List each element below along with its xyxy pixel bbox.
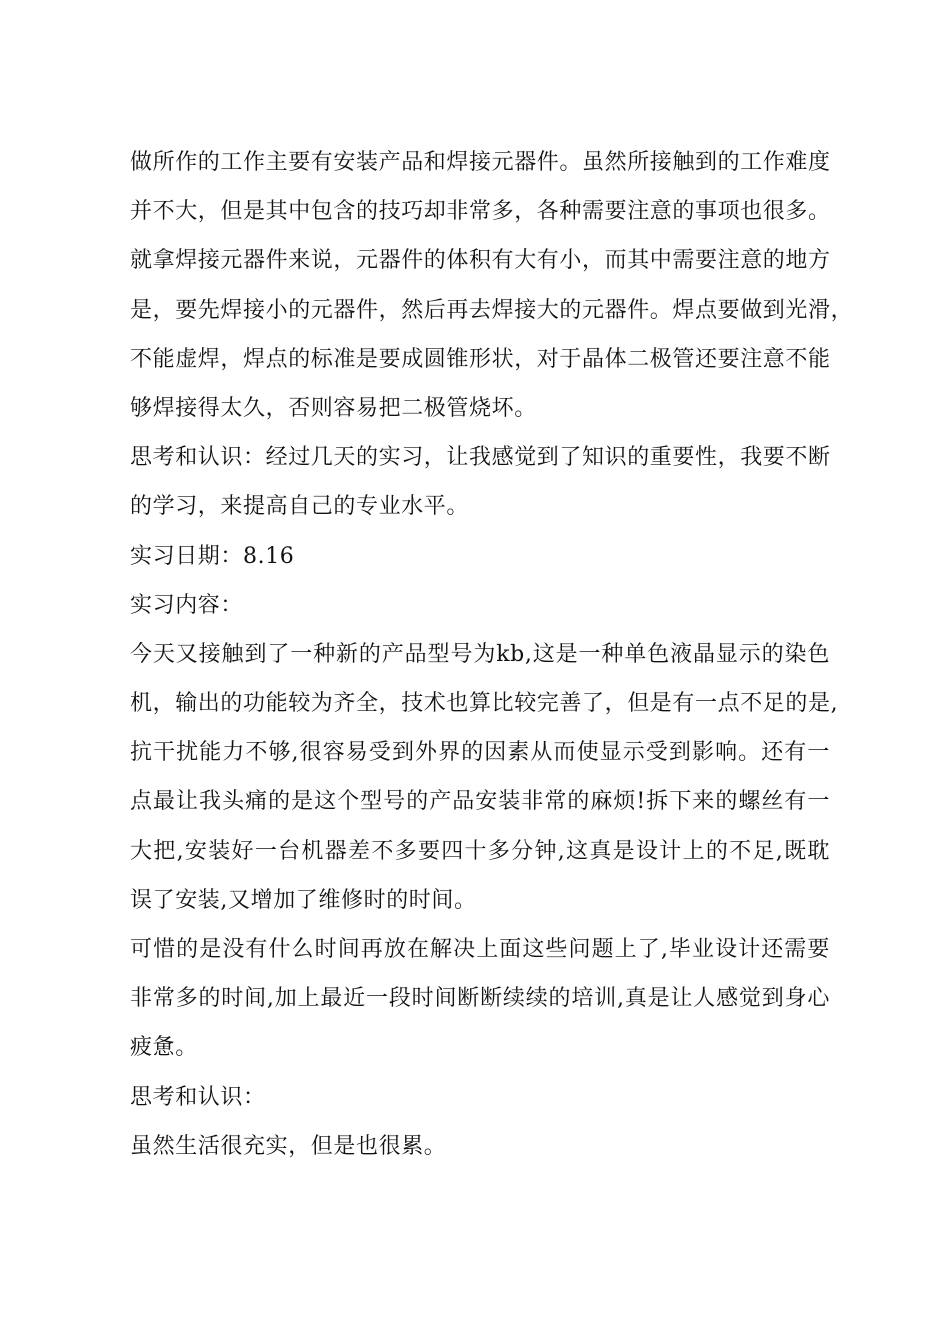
text-line: 是，要先焊接小的元器件，然后再去焊接大的元器件。焊点要做到光滑， bbox=[130, 297, 854, 323]
text-line: 够焊接得太久，否则容易把二极管烧坏。 bbox=[130, 395, 537, 421]
text-line: 抗干扰能力不够,很容易受到外界的因素从而使显示受到影响。还有一 bbox=[130, 740, 830, 766]
text-line: 就拿焊接元器件来说，元器件的体积有大有小，而其中需要注意的地方 bbox=[130, 248, 831, 274]
text-line: 并不大，但是其中包含的技巧却非常多，各种需要注意的事项也很多。 bbox=[130, 199, 831, 225]
text-line: 可惜的是没有什么时间再放在解决上面这些问题上了,毕业设计还需要 bbox=[130, 937, 830, 962]
text-line: 今天又接触到了一种新的产品型号为kb,这是一种单色液晶显示的染色 bbox=[130, 641, 830, 667]
text-line: 虽然生活很充实，但是也很累。 bbox=[130, 1133, 447, 1159]
text-line: 做所作的工作主要有安装产品和焊接元器件。虽然所接触到的工作难度 bbox=[130, 150, 831, 175]
text-line: 误了安装,又增加了维修时的时间。 bbox=[130, 887, 477, 913]
text-line: 的学习，来提高自己的专业水平。 bbox=[130, 494, 470, 520]
internship-date: 实习日期：8.16 bbox=[130, 543, 295, 569]
text-line: 不能虚焊，焊点的标准是要成圆锥形状，对于晶体二极管还要注意不能 bbox=[130, 346, 831, 372]
text-line: 疲惫。 bbox=[130, 1035, 198, 1061]
reflection-heading: 思考和认识： bbox=[130, 1084, 266, 1110]
internship-content-heading: 实习内容： bbox=[130, 592, 244, 618]
text-line: 点最让我头痛的是这个型号的产品安装非常的麻烦!拆下来的螺丝有一 bbox=[130, 789, 830, 815]
text-line: 非常多的时间,加上最近一段时间断断续续的培训,真是让人感觉到身心 bbox=[130, 986, 830, 1012]
text-line: 思考和认识：经过几天的实习，让我感觉到了知识的重要性，我要不断 bbox=[130, 445, 831, 471]
text-line: 大把,安装好一台机器差不多要四十多分钟,这真是设计上的不足,既耽 bbox=[130, 838, 830, 864]
text-line: 机，输出的功能较为齐全，技术也算比较完善了，但是有一点不足的是, bbox=[130, 691, 839, 717]
document-body bbox=[130, 138, 854, 1171]
